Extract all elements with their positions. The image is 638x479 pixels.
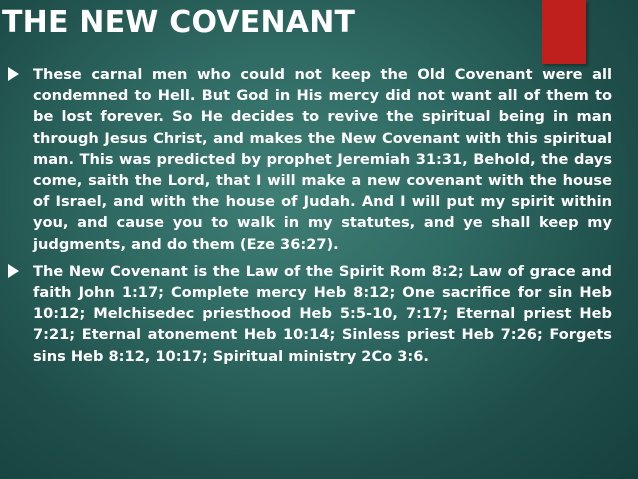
bullet-text: The New Covenant is the Law of the Spirit Rom 8:2; Law of grace and faith John 1:17; Complete mercy Heb 8:12; One sacrifice for sin Heb 10:12; Melchisedec priesthood Heb 5:5-10, 7:17; Eternal priest Heb 7:21; Eternal atonement Heb 10:14; Sinless priest Heb 7:26; Forgets sins Heb 8:12, 10:17; Spiritual ministry 2Co 3:6. [33,262,612,365]
triangle-right-icon [8,264,19,278]
bullet-text: These carnal men who could not keep the Old Covenant were all condemned to Hell. But God in His mercy did not want all of them to be lost forever. So He decides to revive the spiritual being in man through Jesus Christ, and makes the New Covenant with this spiritual man. This was predicted by prophet Jeremiah 31:31, Behold, the days come, saith the Lord, that I will make a new covenant with the house of Israel, and with the house of Judah. And I will put my spirit within you, and cause you to walk in my statutes, and ye shall keep my judgments, and do them (Eze 36:27). [33,66,612,253]
bullet-item [0,261,612,367]
triangle-right-icon [8,67,19,81]
red-accent-bar [542,0,586,64]
bullet-list [0,64,612,373]
bullet-item [0,64,612,255]
slide-title: THE NEW COVENANT [2,5,356,40]
